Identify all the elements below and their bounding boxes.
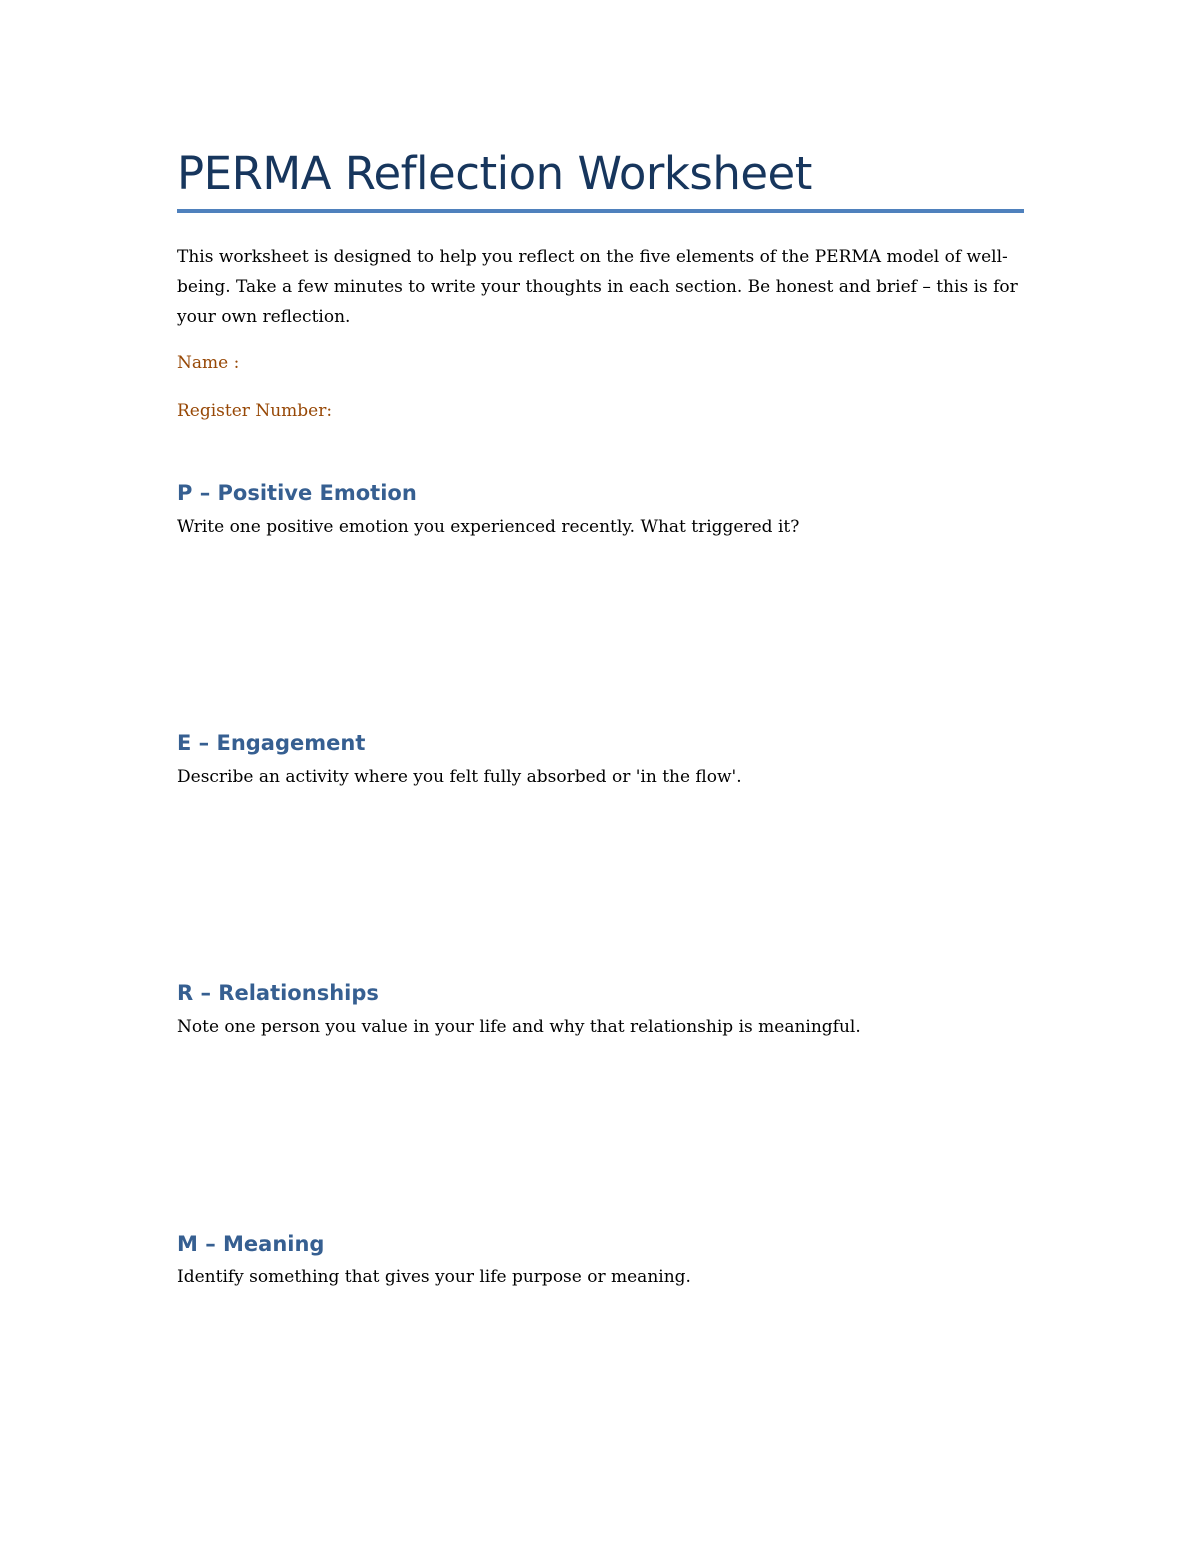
page-title: PERMA Reflection Worksheet xyxy=(177,147,812,200)
section-prompt-relationships: Note one person you value in your life and why that relationship is meaningful. xyxy=(177,1017,861,1037)
section-prompt-meaning: Identify something that gives your life purpose or meaning. xyxy=(177,1267,691,1287)
section-heading-relationships: R – Relationships xyxy=(177,981,379,1005)
name-field-label: Name : xyxy=(177,353,240,373)
intro-paragraph: This worksheet is designed to help you reflect on the five elements of the PERMA model of well-being. Take a few minutes to write your thoughts in each section. Be honest and brief – this is for your own reflection. xyxy=(177,247,1018,327)
section-heading-positive-emotion: P – Positive Emotion xyxy=(177,481,417,505)
section-prompt-positive-emotion: Write one positive emotion you experienced recently. What triggered it? xyxy=(177,517,800,537)
section-prompt-engagement: Describe an activity where you felt fully absorbed or 'in the flow'. xyxy=(177,767,742,787)
section-heading-meaning: M – Meaning xyxy=(177,1232,325,1256)
register-number-field-label: Register Number: xyxy=(177,401,333,421)
section-heading-engagement: E – Engagement xyxy=(177,731,366,755)
title-underline xyxy=(177,209,1024,213)
